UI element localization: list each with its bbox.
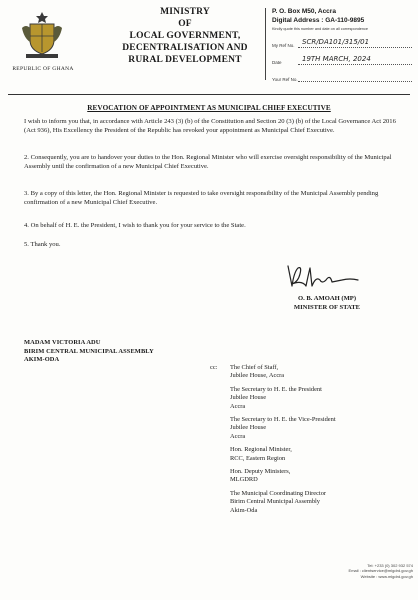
signature-icon	[282, 262, 362, 290]
my-ref-label: My Ref No.	[272, 43, 295, 48]
header-divider	[265, 8, 266, 80]
paragraph-2: 2. Consequently, you are to handover your duties to the Hon. Regional Minister who will exercise oversight responsibility of the Municipal Assembly until the confirmation of a new Municipal Chief Executive.	[24, 154, 392, 170]
your-ref-value	[298, 73, 412, 82]
paragraph-3: 3. By a copy of this letter, the Hon. Regional Minister is requested to take oversight responsibility of the Municipal Assembly pending confirmation of a new Municipal Chief Executive.	[24, 190, 379, 206]
my-ref-value: SCR/DA101/315/01	[298, 37, 412, 48]
addressee-town: AKIM-ODA	[24, 356, 60, 364]
paragraph-1: I wish to inform you that, in accordance with Article 243 (3) (b) of the Constitution and Section 20 (3) (b) of the Local Governance Act 2016 (Act 936), His Excellency the President of the Republic has revoked your appointment as Municipal Chief Executive.	[24, 118, 396, 134]
addressee-name: MADAM VICTORIA ADU	[24, 339, 101, 346]
coat-of-arms-icon	[18, 8, 66, 60]
cc-item: The Secretary to H. E. the Vice-President Jubilee House Accra	[230, 416, 336, 440]
cc-list	[230, 364, 405, 520]
footer-email: Email : clientservice@mlgdrd.gov.gh	[348, 568, 413, 574]
signatory-block	[262, 295, 392, 312]
date-row	[272, 53, 412, 65]
signatory-name: O. B. AMOAH (MP)	[297, 295, 357, 302]
cc-item: The Municipal Coordinating Director Birim Central Municipal Assembly Akim-Oda	[230, 489, 327, 514]
footer-contact	[318, 563, 413, 579]
paragraph-5: 5. Thank you.	[24, 241, 61, 248]
addressee-block	[24, 339, 154, 365]
cc-item: Hon. Regional Minister, RCC, Eastern Region	[230, 446, 292, 462]
reference-note: Kindly quote this number and date on all correspondence	[272, 27, 369, 31]
signatory-title: MINISTER OF STATE	[293, 303, 361, 311]
cc-item: The Secretary to H. E. the President Jubilee House Accra	[230, 385, 322, 410]
your-ref-row	[272, 70, 412, 82]
letter-title: REVOCATION OF APPOINTMENT AS MUNICIPAL CHIEF EXECUTIVE	[87, 104, 331, 112]
ministry-name: MINISTRY OF LOCAL GOVERNMENT, DECENTRALISATION AND RURAL DEVELOPMENT	[122, 7, 248, 65]
paragraph-4: 4. On behalf of H. E. the President, I wish to thank you for your service to the State.	[24, 222, 246, 229]
header-rule	[8, 94, 410, 95]
date-label: Date	[272, 60, 282, 65]
cc-label: cc:	[210, 364, 218, 371]
addressee-org: BIRIM CENTRAL MUNICIPAL ASSEMBLY	[24, 347, 154, 355]
digital-address: Digital Address : GA-110-9895	[272, 17, 365, 24]
contact-block	[272, 8, 412, 82]
po-box: P. O. Box M50, Accra	[272, 8, 336, 15]
footer-website: Website : www.mlgdrd.gov.gh	[360, 573, 413, 579]
cc-item: The Chief of Staff, Jubilee House, Accra	[230, 364, 285, 380]
footer-tel: Tel: +233 (0) 302 932 574	[367, 563, 413, 568]
date-value: 19TH MARCH, 2024	[298, 54, 412, 65]
my-ref-row	[272, 36, 412, 48]
cc-item: Hon. Deputy Ministers, MLGDRD	[230, 468, 291, 484]
your-ref-label: Your Ref No.	[272, 77, 298, 82]
republic-label: REPUBLIC OF GHANA	[12, 66, 74, 72]
